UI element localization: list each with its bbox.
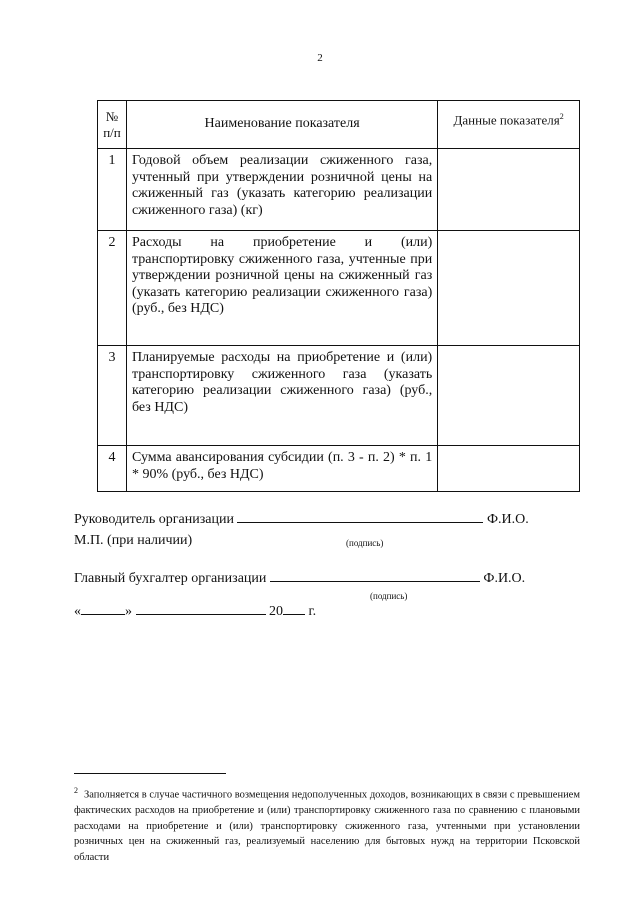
row-value (438, 346, 580, 446)
accountant-signature-line (74, 571, 525, 587)
indicators-table (97, 100, 580, 492)
header-number: № п/п (98, 101, 127, 149)
date-close-quote: » (125, 604, 132, 619)
header-data-label: Данные показателя (453, 112, 560, 128)
accountant-fio: Ф.И.О. (483, 571, 526, 586)
date-line (74, 604, 316, 620)
head-signature-line (74, 512, 529, 528)
date-year-suffix: г. (308, 604, 317, 619)
row-name: Годовой объем реализации сжиженного газа, учтенный при утверждении розничной цены на сжиженный газ (указать категорию реализации сжиженного газа) (кг) (126, 149, 437, 231)
row-name: Расходы на приобретение и (или) транспортировку сжиженного газа, учтенные при утверждении розничной цены на сжиженный газ (указать категорию реализации сжиженного газа) (руб., без НДС) (126, 231, 437, 346)
table-row (98, 149, 580, 231)
accountant-label: Главный бухгалтер организации (74, 571, 267, 586)
footnote-mark: 2 (74, 786, 78, 795)
footnote-text: Заполняется в случае частичного возмещения недополученных доходов, возникающих в связи с превышением фактических расходов на приобретение и (или) транспортировку сжиженного газа по сравнению с плановыми расходами на приобретение и (или) транспортировку сжиженного газа, учтенными при установлении розничных цен на сжиженный газ, реализуемый населению для бытовых нужд на территории Псковской области (74, 789, 580, 863)
head-label: Руководитель организации (74, 512, 234, 527)
footnote (74, 783, 580, 865)
row-value (438, 149, 580, 231)
row-number: 3 (98, 346, 127, 446)
row-value (438, 446, 580, 492)
head-signature-field[interactable] (237, 522, 483, 523)
row-number: 1 (98, 149, 127, 231)
page-number: 2 (317, 52, 323, 64)
footnote-divider (74, 773, 226, 774)
date-day-field[interactable] (81, 614, 125, 615)
row-name: Сумма авансирования субсидии (п. 3 - п. 2) * п. 1 * 90% (руб., без НДС) (126, 446, 437, 492)
row-value (438, 231, 580, 346)
table-row (98, 231, 580, 346)
table-row (98, 346, 580, 446)
seal-label: М.П. (при наличии) (74, 533, 193, 548)
accountant-signature-field[interactable] (270, 581, 480, 582)
accountant-signature-caption: (подпись) (370, 591, 408, 601)
date-year-prefix: 20 (269, 604, 283, 619)
row-name: Планируемые расходы на приобретение и (или) транспортировку сжиженного газа (указать категорию реализации сжиженного газа) (руб., без НДС) (126, 346, 437, 446)
header-name: Наименование показателя (126, 101, 437, 149)
row-number: 2 (98, 231, 127, 346)
header-footnote-mark: 2 (559, 112, 564, 121)
header-data (438, 101, 580, 149)
date-month-field[interactable] (136, 614, 266, 615)
row-number: 4 (98, 446, 127, 492)
head-signature-caption: (подпись) (346, 538, 384, 548)
table-header-row (98, 101, 580, 149)
date-year-field[interactable] (283, 614, 305, 615)
table-row (98, 446, 580, 492)
date-open-quote: « (74, 604, 81, 619)
head-fio: Ф.И.О. (486, 512, 529, 527)
